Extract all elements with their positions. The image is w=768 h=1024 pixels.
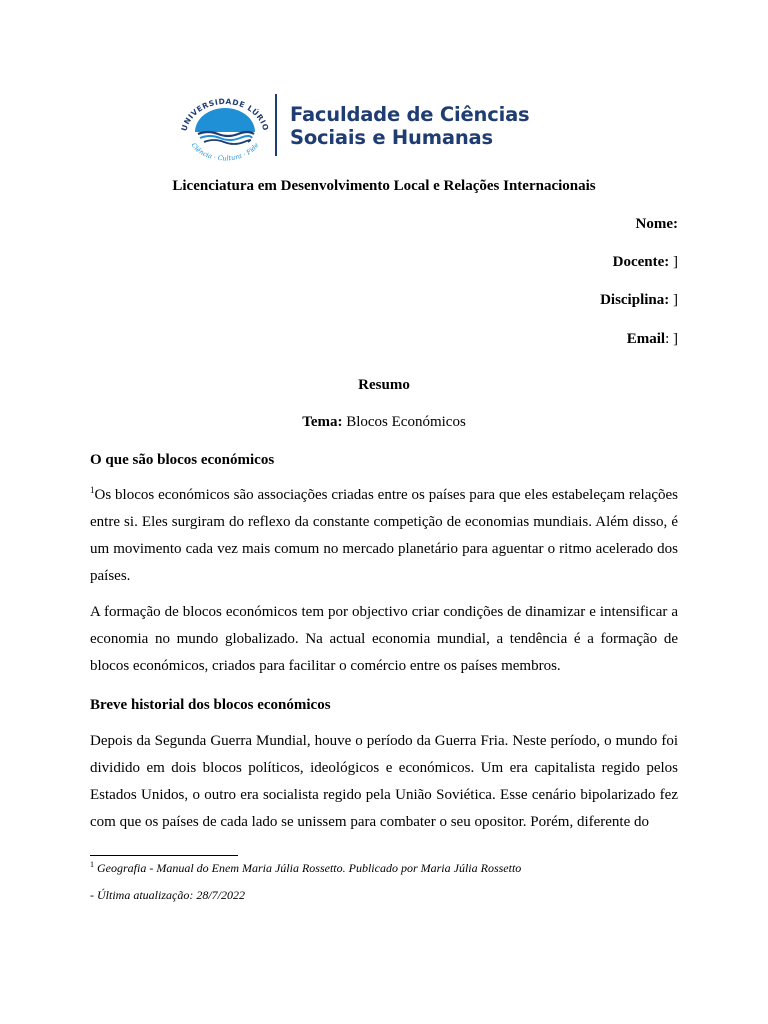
footnote-update-date: - Última atualização: 28/7/2022 xyxy=(90,888,245,902)
footnote-separator xyxy=(90,855,238,856)
footnote-number: 1 xyxy=(90,860,94,869)
docente-field xyxy=(613,252,678,272)
paragraph-definition xyxy=(90,482,678,590)
name-label: Nome: xyxy=(635,216,678,232)
university-seal-logo xyxy=(172,92,278,162)
paragraph-definition-text: Os blocos económicos são associações criadas entre os países para que eles estabeleçam relações entre si. Eles surgiram do reflexo da constante competição de economias mundiais. Além disso, é um movimento cada vez mais comum no mercado planetário para aguentar o ritmo acelerado dos países. xyxy=(90,487,678,584)
section-heading-history: Breve historial dos blocos económicos xyxy=(90,697,331,713)
name-field xyxy=(636,214,678,234)
faculty-name-line2: Sociais e Humanas xyxy=(290,126,493,149)
svg-text:Ciência · Cultura · Fide: Ciência · Cultura · Fide xyxy=(189,141,261,162)
svg-text:UNIVERSIDADE LÚRIO: UNIVERSIDADE LÚRIO xyxy=(179,96,271,133)
section-heading-what-are: O que são blocos económicos xyxy=(90,452,275,468)
email-value: : ] xyxy=(665,331,678,347)
footnote-source-text: Geografia - Manual do Enem Maria Júlia Rossetto. Publicado por Maria Júlia Rossetto xyxy=(94,861,522,875)
paragraph-objective: A formação de blocos económicos tem por objectivo criar condições de dinamizar e intensificar a economia no mundo globalizado. Na actual economia mundial, a tendência é a formação de blocos económicos, criados para facilitar o comércio entre os países membros. xyxy=(90,604,678,674)
email-field xyxy=(627,329,678,349)
faculty-name-line1: Faculdade de Ciências xyxy=(290,103,530,126)
tema-value: Blocos Económicos xyxy=(342,414,466,430)
disciplina-value: ] xyxy=(669,292,678,308)
paragraph-history: Depois da Segunda Guerra Mundial, houve o período da Guerra Fria. Neste período, o mundo foi dividido em dois blocos políticos, ideológicos e económicos. Um era capitalista regido pelos Estados Unidos, o outro era socialista regido pela União Soviética. Esse cenário bipolarizado fez com que os países de cada lado se unissem para combater o seu opositor. Porém, diferente do xyxy=(90,733,678,830)
docente-label: Docente: xyxy=(612,254,670,270)
resumo-title: Resumo xyxy=(358,377,410,393)
university-header xyxy=(168,84,608,170)
disciplina-field xyxy=(600,290,678,310)
docente-value: ] xyxy=(669,254,678,270)
disciplina-label: Disciplina: xyxy=(600,292,670,308)
tema-label: Tema: xyxy=(302,414,343,430)
faculty-name xyxy=(290,103,620,149)
email-label: Email xyxy=(626,331,666,347)
header-divider xyxy=(275,94,277,156)
footnote-marker: 1 xyxy=(90,485,95,495)
tema-line xyxy=(90,412,678,432)
course-title: Licenciatura em Desenvolvimento Local e Relações Internacionais xyxy=(172,178,596,194)
footnote-source xyxy=(90,860,690,876)
